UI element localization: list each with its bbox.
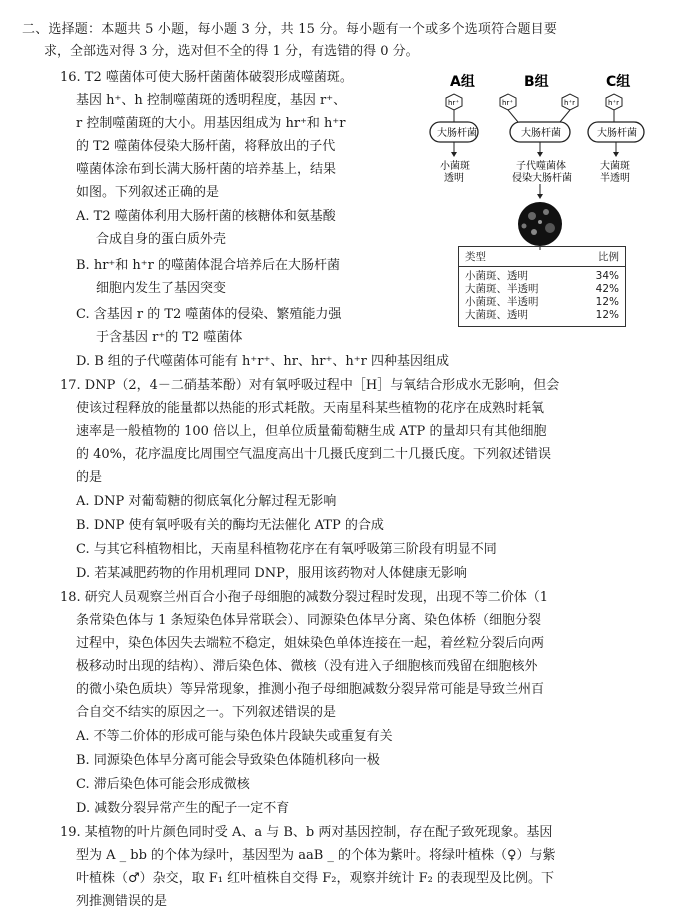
q16-line-5: 噬菌体涂布到长满大肠杆菌的培养基上，结果 [76, 162, 337, 177]
q16-option-a: A. T2 噬菌体利用大肠杆菌的核糖体和氨基酸 [76, 209, 336, 224]
result-c-line2: 半透明 [600, 173, 630, 184]
phage-icon-a [446, 94, 462, 122]
result-b-line2: 侵染大肠杆菌 [512, 173, 572, 184]
q18-line-2: 条常染色体与 1 条短染色体异常联会）、同源染色体早分离、染色体桥（细胞分裂 [76, 613, 542, 628]
q19-line-2: 型为 A _ bb 的个体为绿叶，基因型为 aaB _ 的个体为紫叶。将绿叶植株（♀）与紫 [76, 848, 556, 863]
q18-line-6: 合自交不结实的原因之一。下列叙述错误的是 [76, 705, 337, 720]
q16-line-6: 如图。下列叙述正确的是 [76, 185, 220, 200]
q16-line-1: 16. T2 噬菌体可使大肠杆菌菌体破裂形成噬菌斑。 [60, 70, 353, 85]
svg-text:大肠杆菌: 大肠杆菌 [521, 128, 561, 139]
q17-option-b: B. DNP 使有氧呼吸有关的酶均无法催化 ATP 的合成 [76, 518, 384, 533]
q18-option-b: B. 同源染色体早分离可能会导致染色体随机移向一极 [76, 753, 380, 768]
table-row: 大菌斑、透明 12% [465, 309, 619, 321]
q17-line-1: 17. DNP（2，4－二硝基苯酚）对有氧呼吸过程中［H］与氧结合形成水无影响，但会 [60, 378, 560, 393]
q17-line-2: 使该过程释放的能量都以热能的形式耗散。天南星科某些植物的花序在成熟时耗氧 [76, 401, 545, 416]
q19-line-1: 19. 某植物的叶片颜色同时受 A、a 与 B、b 两对基因控制，存在配子致死现象。基因 [60, 825, 553, 840]
q18-line-5: 的微小染色质块）等异常现象，推测小孢子母细胞减数分裂异常可能是导致兰州百 [76, 682, 545, 697]
q16-option-a-cont: 合成自身的蛋白质外壳 [96, 232, 227, 247]
q18-line-1: 18. 研究人员观察兰州百合小孢子母细胞的减数分裂过程时发现，出现不等二价体（1 [60, 590, 549, 605]
q16-option-c-cont: 于含基因 r⁺的 T2 噬菌体 [96, 330, 243, 345]
phage-icon-b1 [500, 94, 518, 122]
phage-a-genotype: hr⁺ [448, 99, 460, 107]
q19-line-4: 列推测错误的是 [76, 894, 168, 909]
q16-option-d: D. B 组的子代噬菌体可能有 h⁺r⁺、hr、hr⁺、h⁺r 四种基因组成 [76, 354, 449, 369]
table-row: 小菌斑、半透明 12% [465, 296, 619, 308]
svg-text:大肠杆菌: 大肠杆菌 [597, 128, 637, 139]
phage-icon-c [606, 94, 622, 122]
q17-line-3: 速率是一般植物的 100 倍以上，但单位质量葡萄糖生成 ATP 的量却只有其他细胞 [76, 424, 547, 439]
q17-option-d: D. 若某减肥药物的作用机理同 DNP，服用该药物对人体健康无影响 [76, 566, 467, 581]
table-header: 类型 比例 [459, 247, 625, 267]
q18-line-4: 极移动时出现的结构）、滞后染色体、微核（没有进入子细胞核而残留在细胞核外 [76, 659, 538, 674]
svg-text:h⁺r: h⁺r [564, 99, 576, 107]
q17-option-c: C. 与其它科植物相比，天南星科植物花序在有氧呼吸第三阶段有明显不同 [76, 542, 497, 557]
q18-option-a: A. 不等二价体的形成可能与染色体片段缺失或重复有关 [76, 729, 393, 744]
q16-line-2: 基因 h⁺、h 控制噬菌斑的透明程度，基因 r⁺、 [76, 93, 347, 108]
svg-text:大肠杆菌: 大肠杆菌 [437, 128, 477, 139]
svg-text:hr⁺: hr⁺ [502, 99, 514, 107]
culture-plate-icon [518, 202, 562, 246]
plaque-type-table [458, 246, 626, 327]
q17-line-5: 的是 [76, 470, 103, 485]
q18-option-c: C. 滞后染色体可能会形成微核 [76, 777, 250, 792]
result-b-line1: 子代噬菌体 [516, 161, 566, 172]
result-a-line1: 小菌斑 [440, 161, 470, 172]
result-a-line2: 透明 [444, 173, 464, 184]
q19-line-3: 叶植株（♂）杂交，取 F₁ 红叶植株自交得 F₂，观察并统计 F₂ 的表现型及比例。下 [76, 871, 555, 886]
q18-line-3: 过程中，染色体因失去端粒不稳定，姐妹染色单体连接在一起，着丝粒分裂后向两 [76, 636, 545, 651]
section-heading-cont: 求，全部选对得 3 分，选对但不全的得 1 分，有选错的得 0 分。 [44, 44, 419, 59]
q16-option-b-cont: 细胞内发生了基因突变 [96, 281, 227, 296]
q17-line-4: 的 40%，花序温度比周围空气温度高出十几摄氏度到二十几摄氏度。下列叙述错误 [76, 447, 552, 462]
section-heading: 二、选择题：本题共 5 小题，每小题 3 分，共 15 分。每小题有一个或多个选项符合题目要 [22, 22, 558, 37]
q17-option-a: A. DNP 对葡萄糖的彻底氧化分解过程无影响 [76, 494, 337, 509]
group-a-label: A组 [450, 74, 475, 90]
group-b-label: B组 [524, 74, 549, 90]
q16-option-c: C. 含基因 r 的 T2 噬菌体的侵染、繁殖能力强 [76, 307, 342, 322]
phage-icon-b2 [560, 94, 578, 122]
q16-line-4: 的 T2 噬菌体侵染大肠杆菌，将释放出的子代 [76, 139, 336, 154]
svg-text:h⁺r: h⁺r [608, 99, 620, 107]
table-row: 小菌斑、透明 34% [465, 270, 619, 282]
q16-line-3: r 控制噬菌斑的大小。用基因组成为 hr⁺和 h⁺r [76, 116, 346, 131]
q16-option-b: B. hr⁺和 h⁺r 的噬菌体混合培养后在大肠杆菌 [76, 258, 340, 273]
result-c-line1: 大菌斑 [600, 161, 630, 172]
group-c-label: C组 [606, 74, 631, 90]
table-row: 大菌斑、半透明 42% [465, 283, 619, 295]
q18-option-d: D. 减数分裂异常产生的配子一定不育 [76, 801, 290, 816]
